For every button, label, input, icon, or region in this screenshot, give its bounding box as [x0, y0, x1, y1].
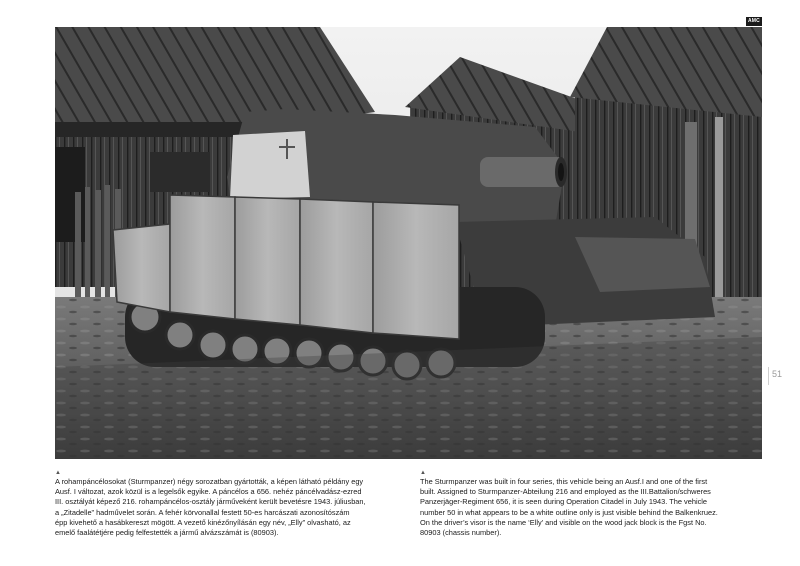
- caption-line: III. osztályát képező 216. rohampáncélos-osztály járműveként került bevetésre 1943. júliusban,: [55, 497, 366, 507]
- page-number: 51: [772, 369, 783, 379]
- caption-line: The Sturmpanzer was built in four series, this vehicle being an Ausf.I and one of the first: [420, 477, 708, 486]
- caption-line: emelő faalátétjére pedig felfestették a jármű alvázszámát is (80903).: [55, 528, 279, 538]
- caption-arrow-icon: ▲: [420, 470, 426, 476]
- caption-english: [420, 470, 762, 538]
- caption-line: A rohampáncélosokat (Sturmpanzer) négy sorozatban gyártották, a képen látható példány egy: [55, 477, 364, 486]
- publisher-badge: AMC: [748, 18, 760, 24]
- caption-line: Ausf. I változat, azok közül is a legelsők egyike. A páncélos a 656. nehéz páncélvadász-ezred: [55, 487, 362, 497]
- caption-line: built. Assigned to Sturmpanzer-Abteilung 216 and employed as the III.Battalion/schweres: [420, 487, 711, 497]
- caption-line: 80903 (chassis number).: [420, 528, 502, 538]
- caption-arrow-icon: ▲: [55, 470, 61, 476]
- caption-hungarian: [55, 470, 397, 538]
- caption-line: On the driver’s visor is the name ‘Elly’ and visible on the wood jack block is the Fgst No.: [420, 517, 707, 527]
- caption-line: épp kivehető a hasábkereszt mögött. A vezető kinézőnyílásán egy név, „Elly” olvasható, az: [55, 517, 351, 527]
- caption-line: a „Zitadelle” hadművelet során. A fehér körvonallal festett 50-es harcászati azonosítószám: [55, 507, 350, 517]
- caption-line: number 50 in what appears to be a white outline only is just visible behind the Balkenkruez.: [420, 507, 718, 517]
- sturmpanzer-photo: [55, 27, 762, 459]
- page-number-rule: [768, 367, 769, 385]
- caption-line: Panzerjäger-Regiment 656, it is seen during Operation Citadel in July 1943. The vehicle: [420, 497, 708, 507]
